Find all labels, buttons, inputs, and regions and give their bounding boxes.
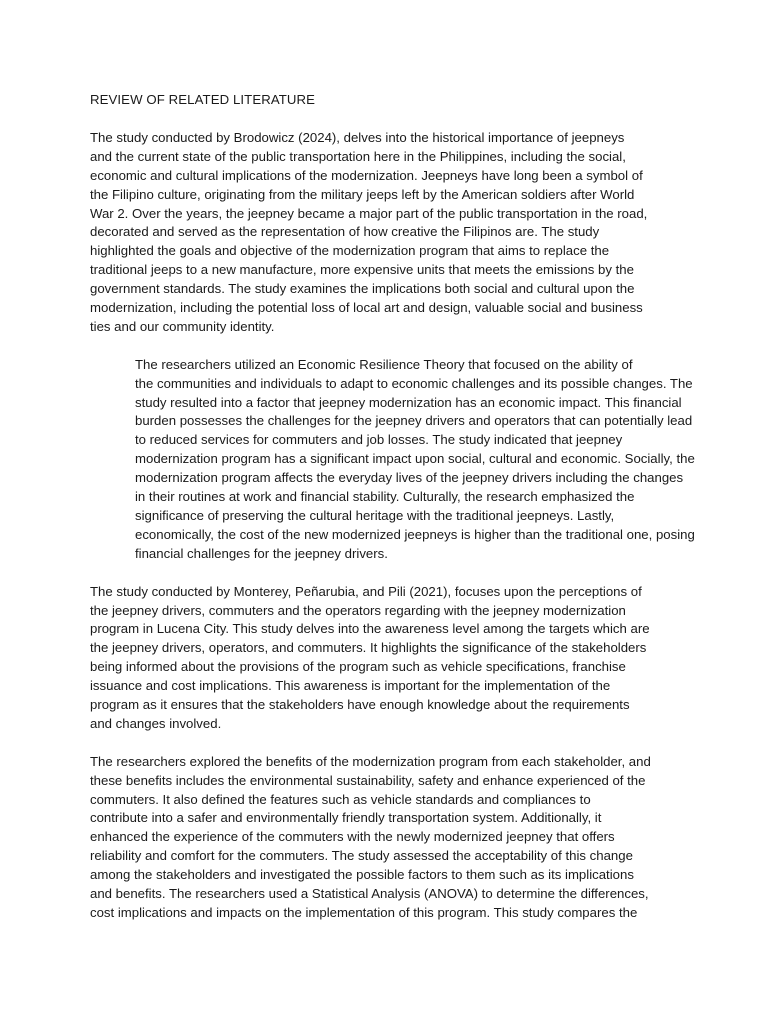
- paragraph-line: the Filipino culture, originating from the military jeeps left by the American soldiers after World: [90, 186, 635, 202]
- paragraph-line: economically, the cost of the new modernized jeepneys is higher than the traditional one, posing: [135, 526, 695, 542]
- paragraph-line: traditional jeeps to a new manufacture, more expensive units that meets the emissions by the: [90, 262, 634, 278]
- section-heading: REVIEW OF RELATED LITERATURE: [90, 92, 316, 107]
- paragraph-line: and the current state of the public transportation here in the Philippines, including the social,: [90, 148, 626, 164]
- paragraph-line: significance of preserving the cultural heritage with the traditional jeepneys. Lastly,: [135, 508, 615, 524]
- paragraph-line: and changes involved.: [90, 715, 222, 731]
- paragraph-line: issuance and cost implications. This awareness is important for the implementation of the: [90, 678, 611, 694]
- paragraph-line: modernization program has a significant impact upon social, cultural and economic. Socially, the: [135, 451, 695, 467]
- paragraph-line: cost implications and impacts on the implementation of this program. This study compares the: [90, 905, 638, 921]
- paragraph-line: War 2. Over the years, the jeepney became a major part of the public transportation in the road,: [90, 205, 648, 221]
- paragraph-line: to reduced services for commuters and job losses. The study indicated that jeepney: [135, 432, 623, 448]
- paragraph-line: among the stakeholders and investigated the possible factors to them such as its implications: [90, 867, 634, 883]
- paragraph-line: commuters. It also defined the features such as vehicle standards and compliances to: [90, 791, 591, 807]
- paragraph-line: the jeepney drivers, commuters and the operators regarding with the jeepney modernization: [90, 602, 626, 618]
- body-paragraph: [90, 356, 695, 564]
- paragraph-line: The study conducted by Brodowicz (2024), delves into the historical importance of jeepneys: [90, 129, 625, 145]
- body-paragraph: [90, 129, 680, 337]
- paragraph-line: reliability and comfort for the commuters. The study assessed the acceptability of this change: [90, 848, 633, 864]
- paragraph-line: economic and cultural implications of the modernization. Jeepneys have long been a symbol of: [90, 167, 643, 183]
- paragraph-line: program in Lucena City. This study delves into the awareness level among the targets which are: [90, 621, 650, 637]
- paragraph-line: The study conducted by Monterey, Peñarubia, and Pili (2021), focuses upon the perceptions of: [90, 583, 642, 599]
- body-paragraph: [90, 753, 680, 923]
- paragraph-line: The researchers explored the benefits of the modernization program from each stakeholder, and: [90, 753, 651, 769]
- paragraph-line: government standards. The study examines the implications both social and cultural upon the: [90, 281, 635, 297]
- paragraph-line: modernization, including the potential loss of local art and design, valuable social and business: [90, 300, 643, 316]
- paragraph-line: contribute into a safer and environmentally friendly transportation system. Additionally, it: [90, 810, 602, 826]
- paragraph-line: being informed about the provisions of the program such as vehicle specifications, franchise: [90, 659, 626, 675]
- paragraph-line: financial challenges for the jeepney drivers.: [135, 545, 388, 561]
- paragraph-line: decorated and served as the representation of how creative the Filipinos are. The study: [90, 224, 600, 240]
- paragraph-line: highlighted the goals and objective of the modernization program that aims to replace the: [90, 243, 610, 259]
- paragraph-line: burden possesses the challenges for the jeepney drivers and operators that can potentially lead: [135, 413, 693, 429]
- paragraph-line: these benefits includes the environmental sustainability, safety and enhance experienced of the: [90, 772, 646, 788]
- paragraph-line: program as it ensures that the stakeholders have enough knowledge about the requirements: [90, 697, 630, 713]
- paragraph-line: modernization program affects the everyday lives of the jeepney drivers including the changes: [135, 470, 684, 486]
- paragraph-line: in their routines at work and financial stability. Culturally, the research emphasized the: [135, 489, 635, 505]
- paragraph-container: [90, 129, 695, 923]
- paragraph-line: ties and our community identity.: [90, 318, 275, 334]
- document-page: [90, 91, 695, 942]
- paragraph-line: study resulted into a factor that jeepney modernization has an economic impact. This financial: [135, 394, 682, 410]
- paragraph-line: The researchers utilized an Economic Resilience Theory that focused on the ability of: [135, 356, 633, 372]
- paragraph-line: the communities and individuals to adapt to economic challenges and its possible changes. The: [135, 375, 693, 391]
- paragraph-line: the jeepney drivers, operators, and commuters. It highlights the significance of the stakeholders: [90, 640, 647, 656]
- paragraph-line: and benefits. The researchers used a Statistical Analysis (ANOVA) to determine the differences,: [90, 886, 649, 902]
- body-paragraph: [90, 583, 680, 734]
- paragraph-line: enhanced the experience of the commuters with the newly modernized jeepney that offers: [90, 829, 615, 845]
